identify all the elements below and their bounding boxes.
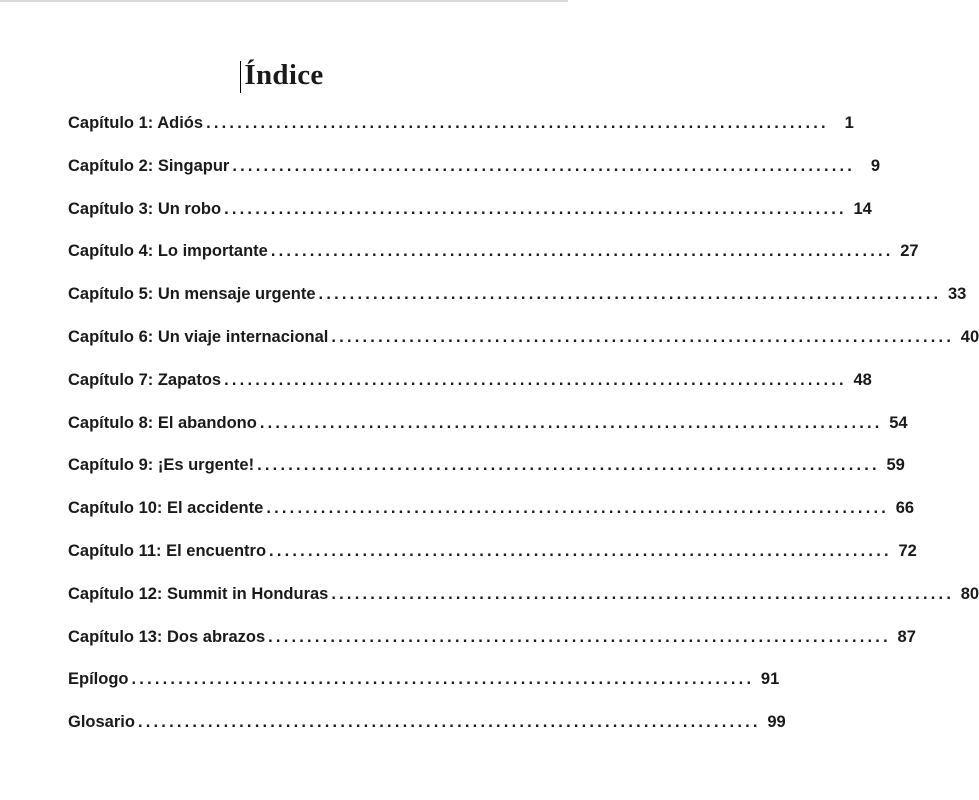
toc-entry[interactable] (68, 359, 872, 402)
dot-leader: ................................................................................ (257, 456, 880, 475)
toc-entry-label: Capítulo 4: Lo importante (68, 242, 268, 261)
toc-entry-page: 48 (853, 370, 872, 389)
toc-entry-page: 72 (898, 541, 917, 560)
page-title-wrapper (244, 55, 323, 95)
toc-entry[interactable] (68, 102, 854, 145)
toc-entry[interactable] (68, 188, 872, 231)
toc-entry-page: 27 (900, 242, 919, 261)
dot-leader: ................................................................................ (232, 156, 856, 175)
page-title: Índice (244, 59, 324, 91)
toc-entry[interactable] (68, 530, 917, 573)
toc-entry[interactable] (68, 316, 979, 359)
dot-leader: ................................................................................ (137, 713, 761, 732)
toc-entry-page: 33 (947, 285, 967, 304)
dot-leader: ................................................................................ (331, 584, 955, 603)
toc-entry[interactable] (68, 487, 915, 530)
toc-entry-label: Capítulo 10: El accidente (68, 499, 264, 518)
dot-leader: ................................................................................ (318, 285, 942, 304)
toc-entry-label: Capítulo 1: Adiós (68, 114, 204, 132)
page-title-container (0, 55, 568, 95)
dot-leader: ................................................................................ (266, 499, 890, 518)
toc-entry-label: Capítulo 5: Un mensaje urgente (68, 285, 316, 304)
toc-entry-page: 66 (895, 499, 915, 518)
top-border-line (0, 0, 568, 2)
toc-entry[interactable] (68, 145, 881, 188)
toc-entry-page: 80 (960, 584, 979, 603)
toc-entry-label: Capítulo 13: Dos abrazos (68, 627, 266, 646)
toc-entry[interactable] (68, 658, 780, 701)
dot-leader: ................................................................................ (269, 541, 892, 560)
toc-entry-page: 40 (960, 327, 979, 346)
dot-leader: ................................................................................ (270, 242, 894, 261)
toc-entry-label: Capítulo 8: El abandono (68, 413, 257, 432)
toc-entry-page: 59 (886, 456, 905, 475)
toc-entry-label: Capítulo 11: El encuentro (68, 541, 267, 560)
toc-entry-page: 91 (760, 670, 780, 689)
dot-leader: ................................................................................ (224, 370, 847, 389)
toc-entry-label: Glosario (68, 713, 135, 732)
text-cursor (240, 61, 241, 93)
toc-entry-page: 99 (767, 713, 786, 732)
toc-entry[interactable] (68, 701, 786, 744)
toc-entry[interactable] (68, 616, 916, 659)
toc-entry-page: 54 (889, 413, 908, 432)
dot-leader: ................................................................................ (268, 627, 891, 646)
toc-entry-page: 14 (853, 199, 872, 218)
toc-entry-page: 1 (844, 114, 854, 132)
dot-leader: ................................................................................ (331, 327, 955, 346)
toc-entry[interactable] (68, 273, 967, 316)
toc-entry[interactable] (68, 402, 908, 445)
toc-entry-label: Capítulo 12: Summit in Honduras (68, 584, 329, 603)
dot-leader: ................................................................................ (206, 114, 829, 132)
toc-entry[interactable] (68, 230, 919, 273)
toc-entry-label: Capítulo 6: Un viaje internacional (68, 327, 329, 346)
table-of-contents (68, 102, 979, 744)
dot-leader: ................................................................................ (131, 670, 755, 689)
dot-leader: ................................................................................ (259, 413, 883, 432)
toc-entry[interactable] (68, 444, 905, 487)
toc-entry-label: Capítulo 7: Zapatos (68, 370, 222, 389)
toc-entry-page: 9 (870, 156, 881, 175)
toc-entry[interactable] (68, 573, 979, 616)
toc-entry-page: 87 (897, 627, 916, 646)
toc-entry-label: Capítulo 2: Singapur (68, 156, 230, 175)
dot-leader: ................................................................................ (224, 199, 847, 218)
toc-entry-label: Capítulo 3: Un robo (68, 199, 222, 218)
toc-entry-label: Epílogo (68, 670, 129, 689)
toc-entry-label: Capítulo 9: ¡Es urgente! (68, 456, 255, 475)
